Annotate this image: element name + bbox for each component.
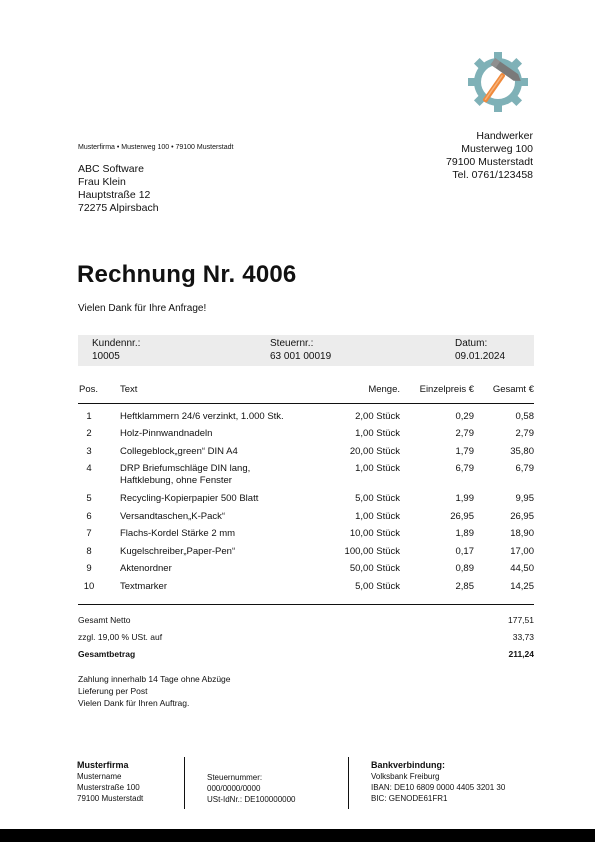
payment-notes <box>78 673 231 709</box>
footer-bank-heading: Bankverbindung: <box>371 760 446 770</box>
header-qty: Menge. <box>368 384 400 395</box>
recipient-city: 72275 Alpirsbach <box>78 202 159 214</box>
row-pos: 5 <box>86 493 92 504</box>
footer-firm-line: 79100 Musterstadt <box>77 794 144 803</box>
row-pos: 6 <box>86 510 92 522</box>
items-table-body <box>78 411 534 598</box>
row-total: 17,00 <box>510 545 534 557</box>
row-qty: 1,00 Stück <box>355 510 400 522</box>
recipient-person: Frau Klein <box>78 176 126 188</box>
row-total: 18,90 <box>510 528 534 539</box>
row-pos: 7 <box>86 528 92 539</box>
company-city: 79100 Musterstadt <box>446 156 533 168</box>
footer-bank-line: IBAN: DE10 6809 0000 4405 3201 30 <box>371 783 506 792</box>
invoice-date-label: Datum: <box>455 338 488 349</box>
recipient-company: ABC Software <box>78 163 144 175</box>
company-address <box>446 130 533 182</box>
table-row <box>78 428 534 446</box>
row-total: 9,95 <box>515 493 534 504</box>
footer-separator <box>348 757 349 809</box>
header-unit-price: Einzelpreis € <box>419 384 474 395</box>
row-qty: 5,00 Stück <box>355 493 400 504</box>
footer-bank-line: BIC: GENODE61FR1 <box>371 794 448 803</box>
company-street: Musterweg 100 <box>461 143 533 155</box>
row-total: 26,95 <box>510 510 534 522</box>
row-qty: 5,00 Stück <box>355 580 400 592</box>
sender-line: Musterfirma • Musterweg 100 • 79100 Musterstadt <box>78 144 234 151</box>
row-unit-price: 1,89 <box>455 528 474 539</box>
row-text: Versandtaschen„K-Pack“ <box>120 510 226 522</box>
table-row <box>78 546 534 564</box>
footer-firm-line: Musterstraße 100 <box>77 783 140 792</box>
row-pos: 2 <box>86 428 92 439</box>
row-pos: 10 <box>83 580 95 592</box>
hammer-gear-icon <box>466 50 530 114</box>
recipient-address <box>78 163 159 215</box>
footer-firm-heading: Musterfirma <box>77 760 129 770</box>
row-text: Textmarker <box>120 580 167 592</box>
table-row <box>78 493 534 511</box>
row-unit-price: 26,95 <box>450 510 474 522</box>
row-text: Flachs-Kordel Stärke 2 mm <box>120 528 236 539</box>
row-total: 35,80 <box>510 445 534 457</box>
table-row <box>78 511 534 529</box>
row-unit-price: 0,17 <box>455 545 474 557</box>
net-total-value: 177,51 <box>508 615 534 625</box>
row-total: 6,79 <box>515 463 534 474</box>
row-text: Recycling-Kopierpapier 500 Blatt <box>120 493 259 504</box>
table-row <box>78 411 534 428</box>
row-unit-price: 1,79 <box>455 445 474 457</box>
row-text: Holz-Pinnwandnadeln <box>120 428 213 439</box>
row-text: Aktenordner <box>120 563 172 574</box>
row-unit-price: 1,99 <box>455 493 474 504</box>
company-name: Handwerker <box>476 130 533 142</box>
row-unit-price: 2,79 <box>455 428 474 439</box>
row-text: Collegeblock„green“ DIN A4 <box>120 445 238 457</box>
tax-number <box>270 337 331 363</box>
table-row <box>78 563 534 581</box>
row-pos: 8 <box>86 545 92 557</box>
footer-tax-line: USt-IdNr.: DE100000000 <box>207 795 296 804</box>
row-qty: 50,00 Stück <box>349 563 400 574</box>
vat-value: 33,73 <box>512 632 534 642</box>
invoice-title: Rechnung Nr. 4006 <box>77 261 297 288</box>
tax-number-label: Steuernr.: <box>270 338 314 349</box>
company-logo <box>466 50 530 114</box>
footer-bank-line: Volksbank Freiburg <box>371 772 440 781</box>
footer-tax-line: 000/0000/0000 <box>207 784 261 793</box>
row-unit-price: 0,89 <box>455 563 474 574</box>
row-total: 2,79 <box>515 428 534 439</box>
items-bottom-divider <box>78 604 534 605</box>
gross-total-label: Gesamtbetrag <box>78 649 136 659</box>
table-row <box>78 446 534 464</box>
note-line: Lieferung per Post <box>78 686 148 696</box>
row-unit-price: 0,29 <box>455 411 474 422</box>
footer-firm <box>77 760 143 804</box>
company-phone: Tel. 0761/123458 <box>452 169 533 181</box>
row-qty: 100,00 Stück <box>344 545 400 557</box>
row-qty: 10,00 Stück <box>349 528 400 539</box>
footer-tax-line: Steuernummer: <box>207 773 263 782</box>
row-qty: 1,00 Stück <box>355 428 400 439</box>
header-divider <box>78 403 534 404</box>
invoice-info-box <box>78 335 534 366</box>
row-qty: 1,00 Stück <box>355 463 400 474</box>
footer-bank <box>371 760 505 804</box>
customer-number-label: Kundennr.: <box>92 338 141 349</box>
row-text: Kugelschreiber„Paper-Pen“ <box>120 545 236 557</box>
footer-firm-line: Mustername <box>77 772 122 781</box>
customer-number <box>92 337 140 363</box>
header-pos: Pos. <box>79 384 99 395</box>
row-qty: 20,00 Stück <box>349 445 400 457</box>
intro-text: Vielen Dank für Ihre Anfrage! <box>78 303 207 314</box>
customer-number-value: 10005 <box>92 351 120 362</box>
footer-separator <box>184 757 185 809</box>
footer-tax <box>207 772 296 805</box>
row-pos: 4 <box>86 463 92 474</box>
row-pos: 1 <box>86 411 92 422</box>
row-total: 14,25 <box>510 580 534 592</box>
note-line: Vielen Dank für Ihren Auftrag. <box>78 698 190 708</box>
table-row <box>78 528 534 546</box>
gross-total-value: 211,24 <box>508 649 534 659</box>
row-total: 0,58 <box>515 411 534 422</box>
tax-number-value: 63 001 00019 <box>270 351 332 362</box>
row-pos: 3 <box>86 445 92 457</box>
row-qty: 2,00 Stück <box>355 411 400 422</box>
table-row <box>78 463 534 493</box>
recipient-street: Hauptstraße 12 <box>78 189 151 201</box>
row-pos: 9 <box>86 563 92 574</box>
note-line: Zahlung innerhalb 14 Tage ohne Abzüge <box>78 674 231 684</box>
row-total: 44,50 <box>510 563 534 574</box>
table-row <box>78 581 534 598</box>
vat-label: zzgl. 19,00 % USt. auf <box>78 632 163 642</box>
page-bottom-bar <box>0 829 595 842</box>
row-unit-price: 6,79 <box>455 463 474 474</box>
header-text: Text <box>120 384 138 395</box>
row-unit-price: 2,85 <box>455 580 474 592</box>
row-text: Heftklammern 24/6 verzinkt, 1.000 Stk. <box>120 411 284 422</box>
header-total: Gesamt € <box>492 384 534 395</box>
invoice-date-value: 09.01.2024 <box>455 351 506 362</box>
row-text: DRP Briefumschläge DIN lang, Haftklebung, ohne Fenster <box>120 463 251 486</box>
invoice-date <box>455 337 505 363</box>
net-total-label: Gesamt Netto <box>78 615 131 625</box>
